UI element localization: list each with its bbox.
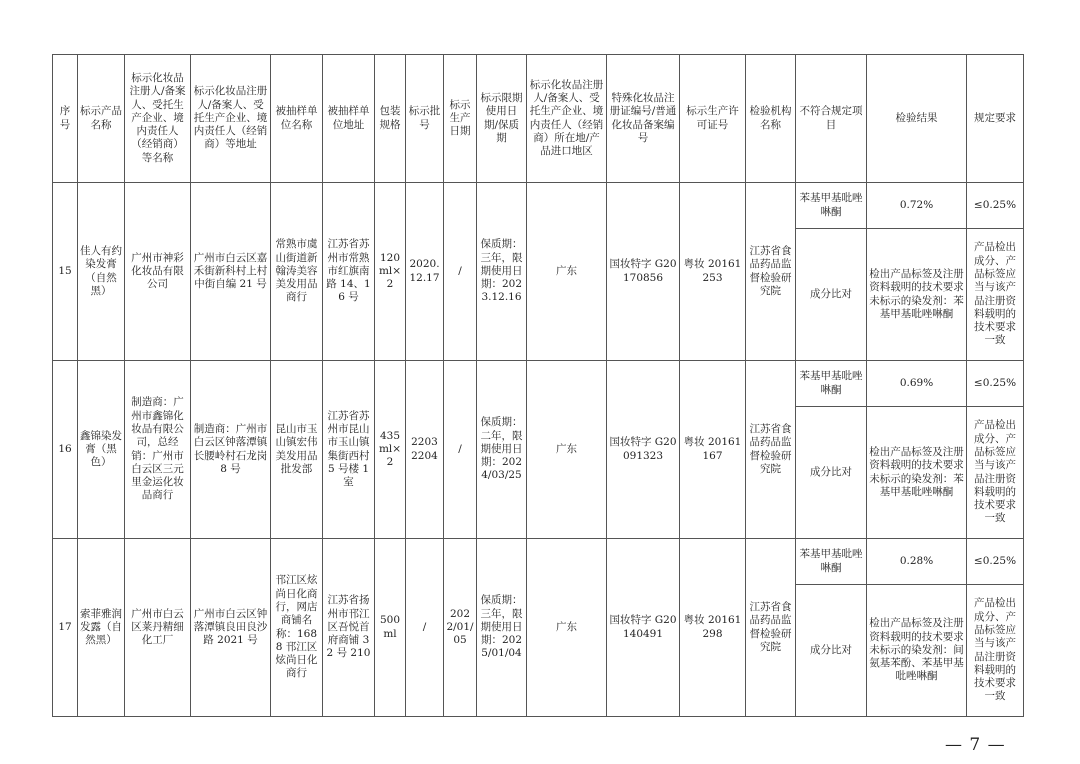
cell-result: 检出产品标签及注册资料载明的技术要求未标示的染发剂：苯基甲基吡唑啉酮 [867, 407, 967, 539]
cell-item: 成分比对 [796, 407, 867, 539]
cell-shelf-life: 保质期：三年，限期使用日期：2023.12.16 [477, 183, 527, 361]
cell-inspector: 江苏省食品药品监督检验研究院 [746, 539, 796, 717]
header-region: 标示化妆品注册人/备案人、受托生产企业、境内责任人（经销商）所在地/产品进口地区 [527, 55, 607, 183]
cell-batch: / [406, 539, 444, 717]
cell-license: 粤妆 20161298 [680, 539, 746, 717]
cell-batch: 22032204 [406, 361, 444, 539]
cell-reg-no: 国妆特字 G20140491 [607, 539, 680, 717]
cell-result: 0.69% [867, 361, 967, 407]
cell-prod-date: / [444, 361, 477, 539]
cell-shelf-life: 保质期：二年，限期使用日期：2024/03/25 [477, 361, 527, 539]
cell-region: 广东 [527, 183, 607, 361]
cell-product: 鑫锦染发膏（黑色） [78, 361, 125, 539]
cell-requirement: ≤0.25% [967, 183, 1024, 229]
cell-product: 索菲雅润发露（自然黑） [78, 539, 125, 717]
cell-item: 成分比对 [796, 585, 867, 717]
cell-item: 苯基甲基吡唑啉酮 [796, 539, 867, 585]
cell-result: 0.72% [867, 183, 967, 229]
header-item: 不符合规定项目 [796, 55, 867, 183]
cell-result: 0.28% [867, 539, 967, 585]
header-product: 标示产品名称 [78, 55, 125, 183]
header-requirement: 规定要求 [967, 55, 1024, 183]
header-result: 检验结果 [867, 55, 967, 183]
cell-company-address: 广州市白云区嘉禾街新科村上村中街自编 21 号 [191, 183, 271, 361]
cell-result: 检出产品标签及注册资料载明的技术要求未标示的染发剂：苯基甲基吡唑啉酮 [867, 229, 967, 361]
cell-company-address: 制造商：广州市白云区钟落潭镇长腰岭村石龙岗 8 号 [191, 361, 271, 539]
header-shelf-life: 标示限期使用日期/保质期 [477, 55, 527, 183]
header-company: 标示化妆品注册人/备案人、受托生产企业、境内责任人（经销商）等名称 [125, 55, 191, 183]
header-row [53, 55, 1024, 183]
cell-inspector: 江苏省食品药品监督检验研究院 [746, 361, 796, 539]
cell-requirement: ≤0.25% [967, 361, 1024, 407]
cell-sampled-unit: 昆山市玉山镇宏伟美发用品批发部 [271, 361, 323, 539]
header-reg-no: 特殊化妆品注册证编号/普通化妆品备案编号 [607, 55, 680, 183]
cell-sampled-address: 江苏省苏州市常熟市红旗南路 14、16 号 [323, 183, 375, 361]
cell-prod-date: / [444, 183, 477, 361]
header-company-address: 标示化妆品注册人/备案人、受托生产企业、境内责任人（经销商）等地址 [191, 55, 271, 183]
cell-license: 粤妆 20161167 [680, 361, 746, 539]
cell-result: 检出产品标签及注册资料载明的技术要求未标示的染发剂：间氨基苯酚、苯基甲基吡唑啉酮 [867, 585, 967, 717]
cell-inspector: 江苏省食品药品监督检验研究院 [746, 183, 796, 361]
cell-no: 16 [53, 361, 78, 539]
cell-item: 苯基甲基吡唑啉酮 [796, 183, 867, 229]
cell-no: 15 [53, 183, 78, 361]
header-sampled-address: 被抽样单位地址 [323, 55, 375, 183]
cell-company: 广州市神彩化妆品有限公司 [125, 183, 191, 361]
page-number: — 7 — [945, 735, 1006, 755]
cell-prod-date: 2022/01/05 [444, 539, 477, 717]
cell-requirement: 产品检出成分、产品标签应当与该产品注册资料载明的技术要求一致 [967, 407, 1024, 539]
cell-company: 制造商：广州市鑫锦化妆品有限公司，总经销：广州市白云区三元里金运化妆品商行 [125, 361, 191, 539]
header-license: 标示生产许可证号 [680, 55, 746, 183]
header-prod-date: 标示生产日期 [444, 55, 477, 183]
table-row [53, 183, 1024, 229]
header-spec: 包装规格 [375, 55, 406, 183]
header-batch: 标示批号 [406, 55, 444, 183]
cell-item: 苯基甲基吡唑啉酮 [796, 361, 867, 407]
cell-no: 17 [53, 539, 78, 717]
header-sampled-unit: 被抽样单位名称 [271, 55, 323, 183]
cell-item: 成分比对 [796, 229, 867, 361]
cell-sampled-unit: 邗江区炫尚日化商行，网店商铺名称：1688 邗江区炫尚日化商行 [271, 539, 323, 717]
sampling-results-table [52, 54, 1024, 717]
cell-company: 广州市白云区莱丹精细化工厂 [125, 539, 191, 717]
cell-product: 佳人有约染发膏（自然黑） [78, 183, 125, 361]
cell-region: 广东 [527, 361, 607, 539]
cell-requirement: 产品检出成分、产品标签应当与该产品注册资料载明的技术要求一致 [967, 229, 1024, 361]
header-inspector: 检验机构名称 [746, 55, 796, 183]
cell-reg-no: 国妆特字 G20091323 [607, 361, 680, 539]
cell-company-address: 广州市白云区钟落潭镇良田良沙路 2021 号 [191, 539, 271, 717]
cell-sampled-unit: 常熟市虞山街道新翰涛美容美发用品商行 [271, 183, 323, 361]
cell-requirement: ≤0.25% [967, 539, 1024, 585]
table-row [53, 539, 1024, 585]
cell-shelf-life: 保质期：三年，限期使用日期：2025/01/04 [477, 539, 527, 717]
cell-region: 广东 [527, 539, 607, 717]
cell-spec: 435 ml×2 [375, 361, 406, 539]
cell-spec: 120 ml×2 [375, 183, 406, 361]
cell-sampled-address: 江苏省扬州市邗江区吾悦首府商铺 32 号 210 [323, 539, 375, 717]
cell-requirement: 产品检出成分、产品标签应当与该产品注册资料载明的技术要求一致 [967, 585, 1024, 717]
cell-sampled-address: 江苏省苏州市昆山市玉山镇集街西村 5 号楼 1 室 [323, 361, 375, 539]
cell-spec: 500 ml [375, 539, 406, 717]
cell-batch: 2020.12.17 [406, 183, 444, 361]
cell-license: 粤妆 20161253 [680, 183, 746, 361]
header-no: 序号 [53, 55, 78, 183]
cell-reg-no: 国妆特字 G20170856 [607, 183, 680, 361]
table-row [53, 361, 1024, 407]
